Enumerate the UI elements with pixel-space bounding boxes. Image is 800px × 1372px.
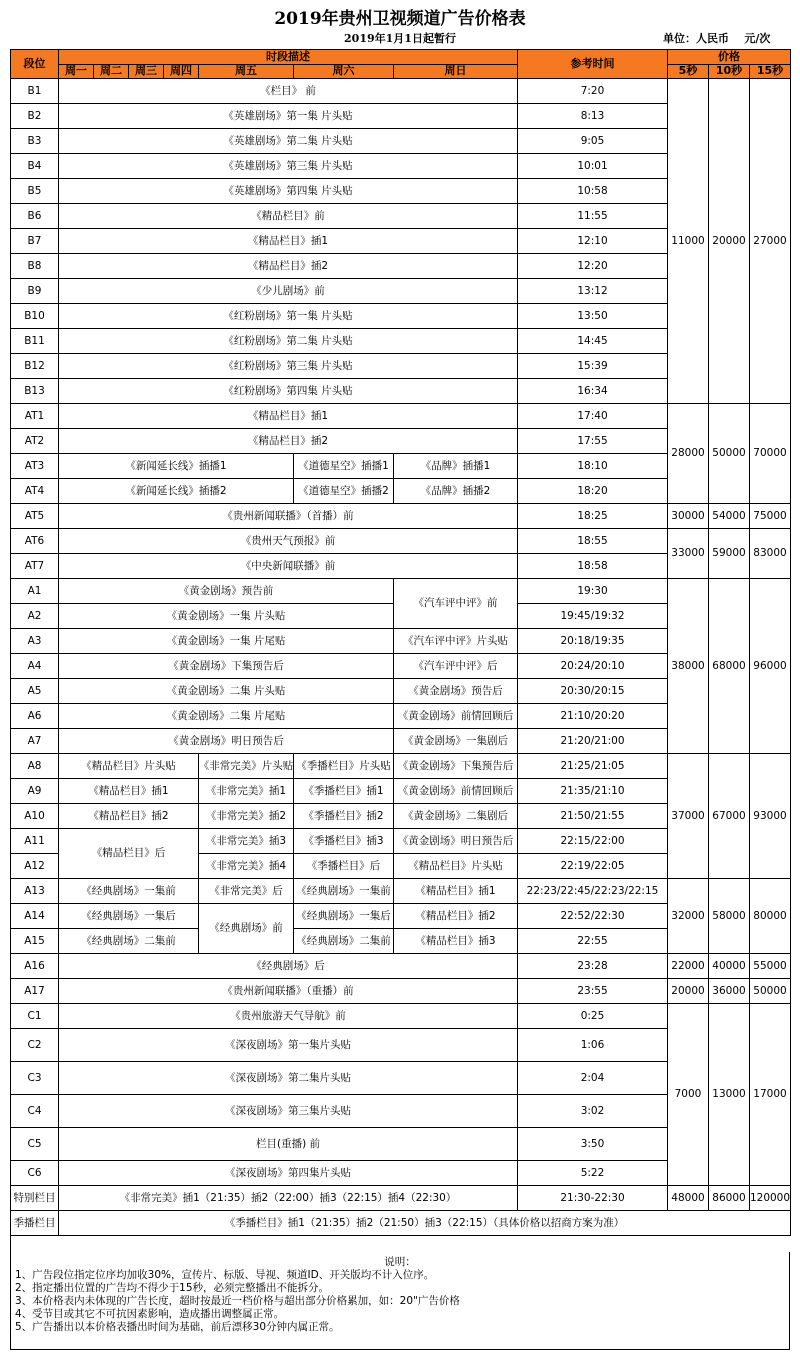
price-10s: 54000: [709, 504, 750, 529]
price-10s: 50000: [709, 404, 750, 504]
time-cell: 20:30/20:15: [518, 679, 668, 704]
slot-cell: 《深夜剧场》第二集片头贴: [59, 1062, 518, 1095]
price-10s: 13000: [709, 1004, 750, 1186]
time-cell: 22:55: [518, 929, 668, 954]
segment-cell: B12: [11, 354, 59, 379]
time-cell: 22:19/22:05: [518, 854, 668, 879]
time-cell: 10:01: [518, 154, 668, 179]
segment-cell: B7: [11, 229, 59, 254]
time-cell: 22:52/22:30: [518, 904, 668, 929]
time-cell: 12:10: [518, 229, 668, 254]
segment-cell: A9: [11, 779, 59, 804]
slot-cell: 《深夜剧场》第三集片头贴: [59, 1095, 518, 1128]
segment-cell: B11: [11, 329, 59, 354]
slot-cell: 《道德星空》插播2: [294, 479, 394, 504]
notes-title: 说明：: [384, 1256, 416, 1268]
header-day-wed: 周三: [129, 65, 164, 79]
currency-unit: 单位：人民币 元/次: [663, 32, 771, 45]
slot-cell: 《季播栏目》片头贴: [294, 754, 394, 779]
slot-cell: 《精品栏目》片头贴: [59, 754, 199, 779]
slot-cell: 《新闻延长线》插播2: [59, 479, 294, 504]
slot-cell: 《季播栏目》插1（21:35）插2（21:50）插3（22:15）（具体价格以招商方案为准）: [59, 1211, 791, 1236]
segment-cell: B4: [11, 154, 59, 179]
time-cell: 0:25: [518, 1004, 668, 1029]
price-5s: 20000: [668, 979, 709, 1004]
effective-date: 2019年1月1日起暂行: [344, 32, 456, 45]
segment-cell: A10: [11, 804, 59, 829]
price-5s: 22000: [668, 954, 709, 979]
time-cell: 18:55: [518, 529, 668, 554]
segment-cell: C5: [11, 1128, 59, 1161]
header-10s: 10秒: [709, 65, 750, 79]
slot-cell: 《经典剧场》前: [199, 904, 294, 954]
price-5s: 48000: [668, 1186, 709, 1211]
price-5s: 30000: [668, 504, 709, 529]
price-10s: 36000: [709, 979, 750, 1004]
segment-cell: A3: [11, 629, 59, 654]
segment-cell: B9: [11, 279, 59, 304]
segment-cell: C3: [11, 1062, 59, 1095]
price-10s: 59000: [709, 529, 750, 579]
slot-cell: 《英雄剧场》第四集 片头贴: [59, 179, 518, 204]
slot-cell: 《经典剧场》一集后: [294, 904, 394, 929]
slot-cell: 《黄金剧场》明日预告后: [394, 829, 518, 854]
time-cell: 7:20: [518, 79, 668, 104]
slot-cell: 《季播栏目》插2: [294, 804, 394, 829]
header-price: 价格: [668, 50, 791, 65]
slot-cell: 《黄金剧场》二集 片尾贴: [59, 704, 394, 729]
segment-cell: B1: [11, 79, 59, 104]
slot-cell: 《精品栏目》片头贴: [394, 854, 518, 879]
slot-cell: 《黄金剧场》二集剧后: [394, 804, 518, 829]
segment-cell: A5: [11, 679, 59, 704]
price-5s: 33000: [668, 529, 709, 579]
price-15s: 80000: [750, 879, 791, 954]
slot-cell: 《黄金剧场》预告后: [394, 679, 518, 704]
time-cell: 18:58: [518, 554, 668, 579]
slot-cell: 《精品栏目》插1: [59, 779, 199, 804]
time-cell: 21:20/21:00: [518, 729, 668, 754]
segment-cell: AT4: [11, 479, 59, 504]
segment-cell: C4: [11, 1095, 59, 1128]
slot-cell: 《栏目》 前: [59, 79, 518, 104]
slot-cell: 《精品栏目》插2: [59, 804, 199, 829]
time-cell: 11:55: [518, 204, 668, 229]
segment-cell: 特别栏目: [11, 1186, 59, 1211]
slot-cell: 《贵州新闻联播》（首播）前: [59, 504, 518, 529]
price-15s: 50000: [750, 979, 791, 1004]
segment-cell: A12: [11, 854, 59, 879]
time-cell: 12:20: [518, 254, 668, 279]
slot-cell: 《精品栏目》插1: [394, 879, 518, 904]
price-15s: 96000: [750, 579, 791, 754]
segment-cell: A4: [11, 654, 59, 679]
slot-cell: 《汽车评中评》后: [394, 654, 518, 679]
segment-cell: B2: [11, 104, 59, 129]
slot-cell: 《品牌》插播2: [394, 479, 518, 504]
slot-cell: 《英雄剧场》第三集 片头贴: [59, 154, 518, 179]
slot-cell: 《黄金剧场》前情回顾后: [394, 779, 518, 804]
slot-cell: 《红粉剧场》第四集 片头贴: [59, 379, 518, 404]
time-cell: 1:06: [518, 1029, 668, 1062]
segment-cell: AT5: [11, 504, 59, 529]
slot-cell: 《精品栏目》前: [59, 204, 518, 229]
slot-cell: 《贵州旅游天气导航》前: [59, 1004, 518, 1029]
segment-cell: A15: [11, 929, 59, 954]
segment-cell: B3: [11, 129, 59, 154]
time-cell: 3:50: [518, 1128, 668, 1161]
time-cell: 21:25/21:05: [518, 754, 668, 779]
segment-cell: A6: [11, 704, 59, 729]
slot-cell: 《红粉剧场》第三集 片头贴: [59, 354, 518, 379]
segment-cell: A16: [11, 954, 59, 979]
slot-cell: 《黄金剧场》下集预告后: [59, 654, 394, 679]
time-cell: 5:22: [518, 1161, 668, 1186]
time-cell: 17:40: [518, 404, 668, 429]
price-5s: 32000: [668, 879, 709, 954]
slot-cell: 《精品栏目》插2: [59, 429, 518, 454]
slot-cell: 《汽车评中评》前: [394, 579, 518, 629]
slot-cell: 《贵州新闻联播》（重播）前: [59, 979, 518, 1004]
slot-cell: 《黄金剧场》预告前: [59, 579, 394, 604]
slot-cell: 《黄金剧场》下集预告后: [394, 754, 518, 779]
segment-cell: C6: [11, 1161, 59, 1186]
segment-cell: B10: [11, 304, 59, 329]
header-day-fri: 周五: [199, 65, 294, 79]
segment-cell: A14: [11, 904, 59, 929]
time-cell: 9:05: [518, 129, 668, 154]
time-cell: 17:55: [518, 429, 668, 454]
time-cell: 2:04: [518, 1062, 668, 1095]
slot-cell: 《非常完美》插3: [199, 829, 294, 854]
header-day-thu: 周四: [164, 65, 199, 79]
segment-cell: 季播栏目: [11, 1211, 59, 1236]
price-15s: 93000: [750, 754, 791, 879]
time-cell: 18:20: [518, 479, 668, 504]
time-cell: 18:25: [518, 504, 668, 529]
slot-cell: 《经典剧场》二集前: [294, 929, 394, 954]
price-15s: 27000: [750, 79, 791, 404]
header-slot-desc: 时段描述: [59, 50, 518, 65]
time-cell: 18:10: [518, 454, 668, 479]
header-5s: 5秒: [668, 65, 709, 79]
price-15s: 70000: [750, 404, 791, 504]
slot-cell: 《经典剧场》二集前: [59, 929, 199, 954]
time-cell: 16:34: [518, 379, 668, 404]
segment-cell: A17: [11, 979, 59, 1004]
slot-cell: 《经典剧场》一集后: [59, 904, 199, 929]
segment-cell: AT7: [11, 554, 59, 579]
time-cell: 13:50: [518, 304, 668, 329]
slot-cell: 《精品栏目》插1: [59, 404, 518, 429]
slot-cell: 《季播栏目》插3: [294, 829, 394, 854]
slot-cell: 《深夜剧场》第一集片头贴: [59, 1029, 518, 1062]
slot-cell: 《精品栏目》插2: [394, 904, 518, 929]
header-day-tue: 周二: [94, 65, 129, 79]
time-cell: 20:24/20:10: [518, 654, 668, 679]
slot-cell: 《精品栏目》插1: [59, 229, 518, 254]
slot-cell: 《红粉剧场》第二集 片头贴: [59, 329, 518, 354]
segment-cell: B13: [11, 379, 59, 404]
segment-cell: A1: [11, 579, 59, 604]
price-15s: 120000: [750, 1186, 791, 1211]
header-day-sat: 周六: [294, 65, 394, 79]
slot-cell: 《黄金剧场》二集 片头贴: [59, 679, 394, 704]
price-10s: 40000: [709, 954, 750, 979]
header-segment: 段位: [11, 50, 59, 79]
time-cell: 19:30: [518, 579, 668, 604]
price-table: [10, 49, 791, 1253]
price-15s: 75000: [750, 504, 791, 529]
time-cell: 8:13: [518, 104, 668, 129]
slot-cell: 《贵州天气预报》前: [59, 529, 518, 554]
slot-cell: 《非常完美》后: [199, 879, 294, 904]
slot-cell: 《经典剧场》一集前: [59, 879, 199, 904]
slot-cell: 《精品栏目》插3: [394, 929, 518, 954]
segment-cell: AT3: [11, 454, 59, 479]
slot-cell: 《英雄剧场》第二集 片头贴: [59, 129, 518, 154]
note-item: 1、广告段位指定位序均加收30%，宣传片、标版、导视、频道ID、开关版均不计入位序。: [15, 1269, 435, 1281]
time-cell: 21:50/21:55: [518, 804, 668, 829]
slot-cell: 栏目(重播) 前: [59, 1128, 518, 1161]
header-15s: 15秒: [750, 65, 791, 79]
price-15s: 17000: [750, 1004, 791, 1186]
slot-cell: 《道德星空》插播1: [294, 454, 394, 479]
slot-cell: 《非常完美》片头贴: [199, 754, 294, 779]
time-cell: 21:30-22:30: [518, 1186, 668, 1211]
time-cell: 3:02: [518, 1095, 668, 1128]
note-item: 5、广告播出以本价格表播出时间为基础，前后漂移30分钟内属正常。: [15, 1321, 340, 1333]
header-day-sun: 周日: [394, 65, 518, 79]
time-cell: 15:39: [518, 354, 668, 379]
slot-cell: 《黄金剧场》前情回顾后: [394, 704, 518, 729]
time-cell: 23:28: [518, 954, 668, 979]
price-10s: 68000: [709, 579, 750, 754]
price-10s: 67000: [709, 754, 750, 879]
price-5s: 11000: [668, 79, 709, 404]
slot-cell: 《精品栏目》插2: [59, 254, 518, 279]
price-15s: 55000: [750, 954, 791, 979]
slot-cell: 《红粉剧场》第一集 片头贴: [59, 304, 518, 329]
segment-cell: A8: [11, 754, 59, 779]
slot-cell: 《品牌》插播1: [394, 454, 518, 479]
slot-cell: 《中央新闻联播》前: [59, 554, 518, 579]
price-10s: 58000: [709, 879, 750, 954]
segment-cell: AT6: [11, 529, 59, 554]
slot-cell: 《深夜剧场》第四集片头贴: [59, 1161, 518, 1186]
segment-cell: A7: [11, 729, 59, 754]
segment-cell: A13: [11, 879, 59, 904]
segment-cell: C2: [11, 1029, 59, 1062]
note-item: 4、受节目或其它不可抗因素影响，造成播出调整属正常。: [15, 1308, 285, 1320]
page-title: 2019年贵州卫视频道广告价格表: [274, 9, 526, 29]
slot-cell: 《少儿剧场》前: [59, 279, 518, 304]
time-cell: 21:10/20:20: [518, 704, 668, 729]
slot-cell: 《非常完美》插2: [199, 804, 294, 829]
time-cell: 14:45: [518, 329, 668, 354]
slot-cell: 《黄金剧场》明日预告后: [59, 729, 394, 754]
price-10s: 86000: [709, 1186, 750, 1211]
time-cell: 23:55: [518, 979, 668, 1004]
time-cell: 22:23/22:45/22:23/22:15: [518, 879, 668, 904]
slot-cell: 《非常完美》插1: [199, 779, 294, 804]
time-cell: 20:18/19:35: [518, 629, 668, 654]
segment-cell: AT2: [11, 429, 59, 454]
slot-cell: 《精品栏目》后: [59, 829, 199, 879]
segment-cell: A2: [11, 604, 59, 629]
price-5s: 37000: [668, 754, 709, 879]
notes-section: [10, 1252, 790, 1350]
segment-cell: B5: [11, 179, 59, 204]
slot-cell: 《非常完美》插4: [199, 854, 294, 879]
slot-cell: 《经典剧场》一集前: [294, 879, 394, 904]
slot-cell: 《经典剧场》后: [59, 954, 518, 979]
time-cell: 21:35/21:10: [518, 779, 668, 804]
price-15s: 83000: [750, 529, 791, 579]
segment-cell: B6: [11, 204, 59, 229]
time-cell: 19:45/19:32: [518, 604, 668, 629]
price-5s: 28000: [668, 404, 709, 504]
price-5s: 38000: [668, 579, 709, 754]
segment-cell: B8: [11, 254, 59, 279]
time-cell: 10:58: [518, 179, 668, 204]
segment-cell: AT1: [11, 404, 59, 429]
price-10s: 20000: [709, 79, 750, 404]
slot-cell: 《黄金剧场》一集剧后: [394, 729, 518, 754]
time-cell: 22:15/22:00: [518, 829, 668, 854]
header-day-mon: 周一: [59, 65, 94, 79]
header-ref-time: 参考时间: [518, 50, 668, 79]
slot-cell: 《黄金剧场》一集 片尾贴: [59, 629, 394, 654]
slot-cell: 《新闻延长线》插播1: [59, 454, 294, 479]
segment-cell: A11: [11, 829, 59, 854]
slot-cell: 《季播栏目》后: [294, 854, 394, 879]
segment-cell: C1: [11, 1004, 59, 1029]
note-item: 3、本价格表内未体现的广告长度，超时按最近一档价格与超出部分价格累加，如：20"广告价格: [15, 1295, 460, 1307]
price-5s: 7000: [668, 1004, 709, 1186]
slot-cell: 《季播栏目》插1: [294, 779, 394, 804]
slot-cell: 《英雄剧场》第一集 片头贴: [59, 104, 518, 129]
note-item: 2、指定播出位置的广告均不得少于15秒，必须完整播出不能拆分。: [15, 1282, 330, 1294]
time-cell: 13:12: [518, 279, 668, 304]
slot-cell: 《非常完美》插1（21:35）插2（22:00）插3（22:15）插4（22:30）: [59, 1186, 518, 1211]
slot-cell: 《黄金剧场》一集 片头贴: [59, 604, 394, 629]
slot-cell: 《汽车评中评》片头贴: [394, 629, 518, 654]
